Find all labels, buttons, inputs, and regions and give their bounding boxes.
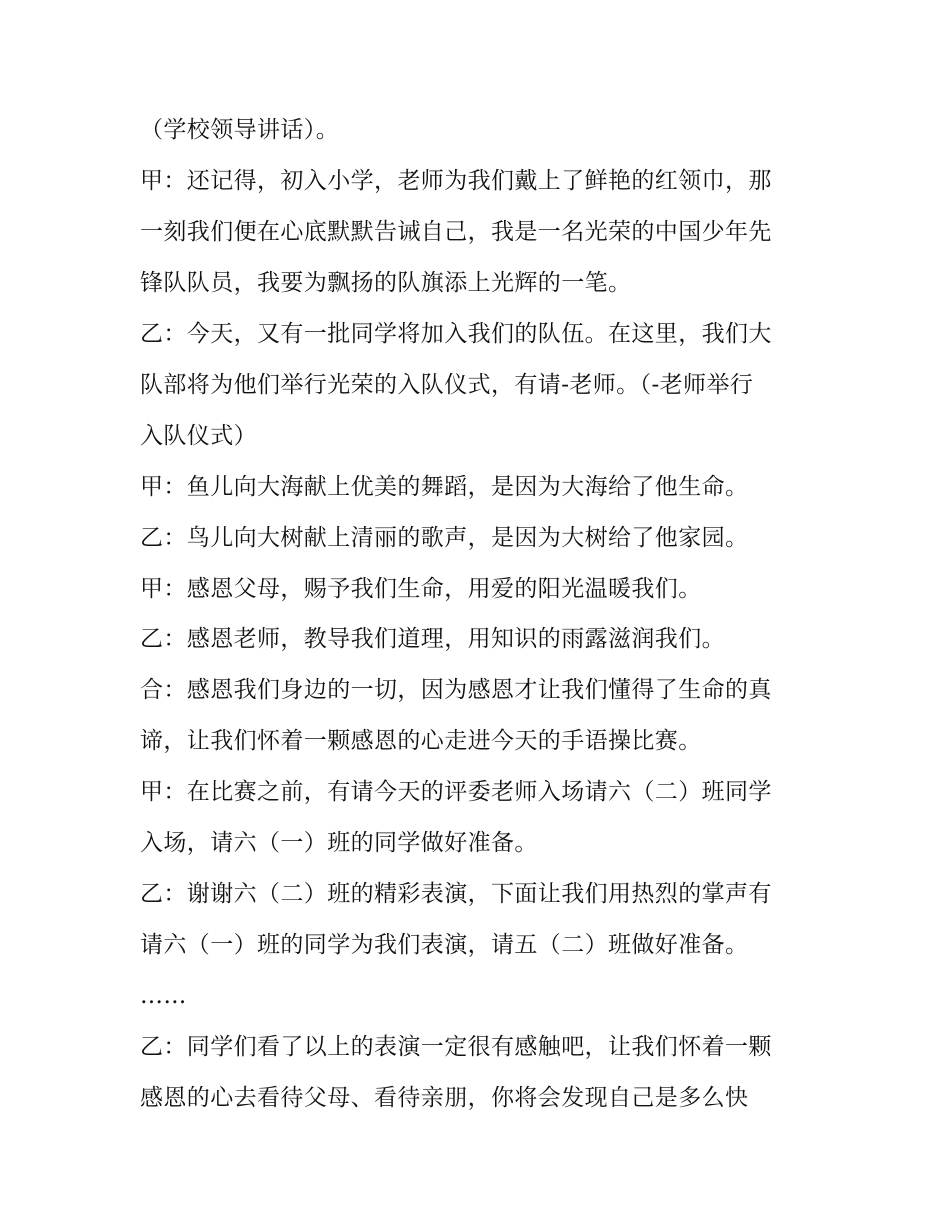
text-line: 入队仪式） — [140, 423, 257, 449]
text-line: 乙：同学们看了以上的表演一定很有感触吧，让我们怀着一颗 — [140, 1034, 772, 1060]
text-line: 锋队队员，我要为飘扬的队旗添上光辉的一笔。 — [140, 270, 632, 296]
text-line: 入场，请六（一）班的同学做好准备。 — [140, 830, 538, 856]
ellipsis-line: …… — [140, 983, 187, 1009]
text-line: 一刻我们便在心底默默告诫自己，我是一名光荣的中国少年先 — [140, 219, 772, 245]
text-line: 队部将为他们举行光荣的入队仪式，有请-老师。（-老师举行 — [140, 372, 754, 398]
text-line: 请六（一）班的同学为我们表演，请五（二）班做好准备。 — [140, 932, 749, 958]
text-line: 甲：鱼儿向大海献上优美的舞蹈，是因为大海给了他生命。 — [140, 474, 749, 500]
text-line: 乙：今天，又有一批同学将加入我们的队伍。在这里，我们大 — [140, 321, 772, 347]
text-line: 甲：感恩父母，赐予我们生命，用爱的阳光温暖我们。 — [140, 576, 702, 602]
text-line: （学校领导讲话）。 — [140, 117, 340, 143]
text-line: 甲：还记得，初入小学，老师为我们戴上了鲜艳的红领巾，那 — [140, 168, 772, 194]
text-line: 乙：谢谢六（二）班的精彩表演，下面让我们用热烈的掌声有 — [140, 881, 772, 907]
text-line: 乙：鸟儿向大树献上清丽的歌声，是因为大树给了他家园。 — [140, 525, 749, 551]
text-line: 合：感恩我们身边的一切，因为感恩才让我们懂得了生命的真 — [140, 677, 772, 703]
text-line: 甲：在比赛之前，有请今天的评委老师入场请六（二）班同学 — [140, 779, 772, 805]
text-line: 感恩的心去看待父母、看待亲朋，你将会发现自己是多么快 — [140, 1085, 749, 1111]
text-line: 谛，让我们怀着一颗感恩的心走进今天的手语操比赛。 — [140, 728, 702, 754]
text-line: 乙：感恩老师，教导我们道理，用知识的雨露滋润我们。 — [140, 626, 725, 652]
